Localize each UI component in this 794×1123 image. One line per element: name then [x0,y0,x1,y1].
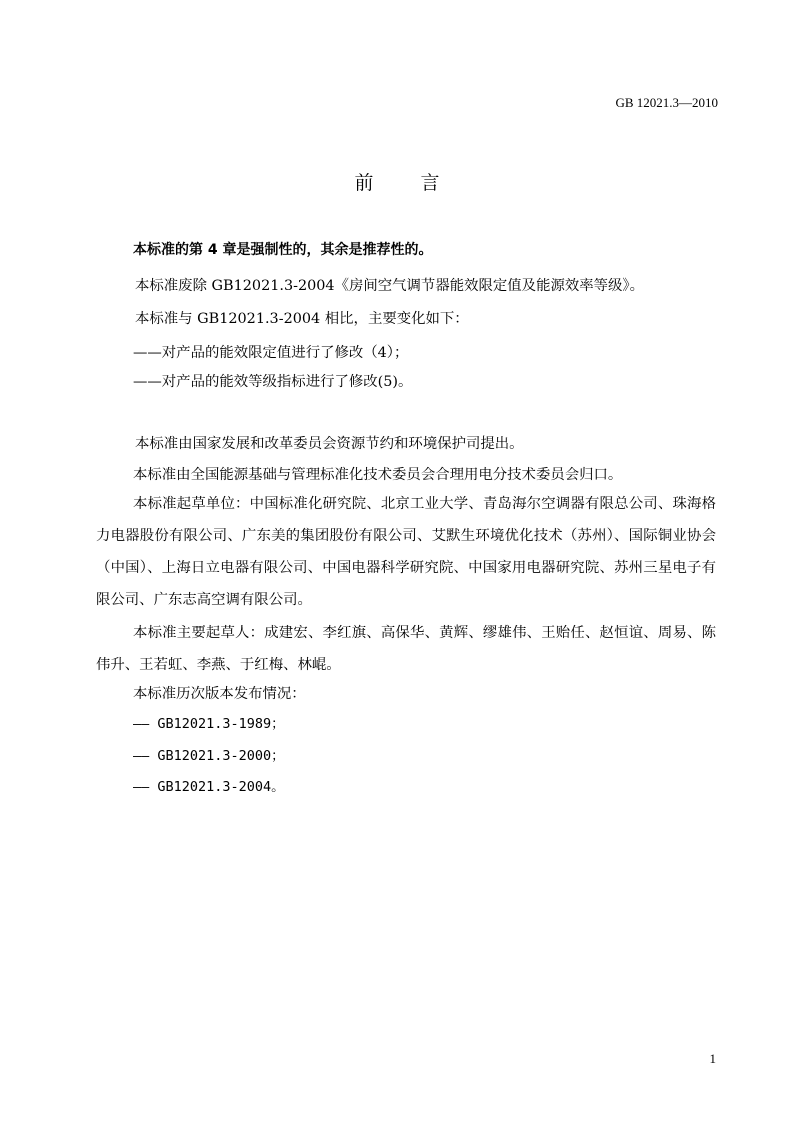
history-item-2: —— GB12021.3-2000； [133,748,285,764]
change-item-2: ——对产品的能效等级指标进行了修改(5)。 [133,374,413,390]
history-item-3: —— GB12021.3-2004。 [133,779,285,795]
drafters-paragraph: 本标准主要起草人：成建宏、李红旗、高保华、黄辉、缪雄伟、王贻任、赵恒谊、周易、陈伟升、王若虹、李燕、于红梅、林崐。 [96,625,716,673]
history-item-1: —— GB12021.3-1989； [133,716,285,732]
drafting-units-paragraph: 本标准起草单位：中国标准化研究院、北京工业大学、青岛海尔空调器有限总公司、珠海格力电器股份有限公司、广东美的集团股份有限公司、艾默生环境优化技术（苏州）、国际铜业协会（中国）、上海日立电器有限公司、中国电器科学研究院、中国家用电器研究院、苏州三星电子有限公司、广东志高空调有限公司。 [96,496,716,608]
centralized-by-statement: 本标准由全国能源基础与管理标准化技术委员会合理用电分技术委员会归口。 [133,467,623,483]
standard-code: GB 12021.3—2010 [615,95,718,110]
change-item-1: ——对产品的能效限定值进行了修改（4）； [133,345,409,361]
history-intro: 本标准历次版本发布情况： [133,686,306,702]
proposed-by-statement: 本标准由国家发展和改革委员会资源节约和环境保护司提出。 [135,436,524,452]
page-number: 1 [709,1051,716,1066]
page-title: 前言 [354,172,487,194]
comparison-statement: 本标准与 GB12021.3-2004 相比，主要变化如下： [135,311,469,327]
mandatory-statement: 本标准的第 4 章是强制性的，其余是推荐性的。 [133,242,433,258]
replaces-statement: 本标准废除 GB12021.3-2004《房间空气调节器能效限定值及能源效率等级》。 [135,278,644,294]
